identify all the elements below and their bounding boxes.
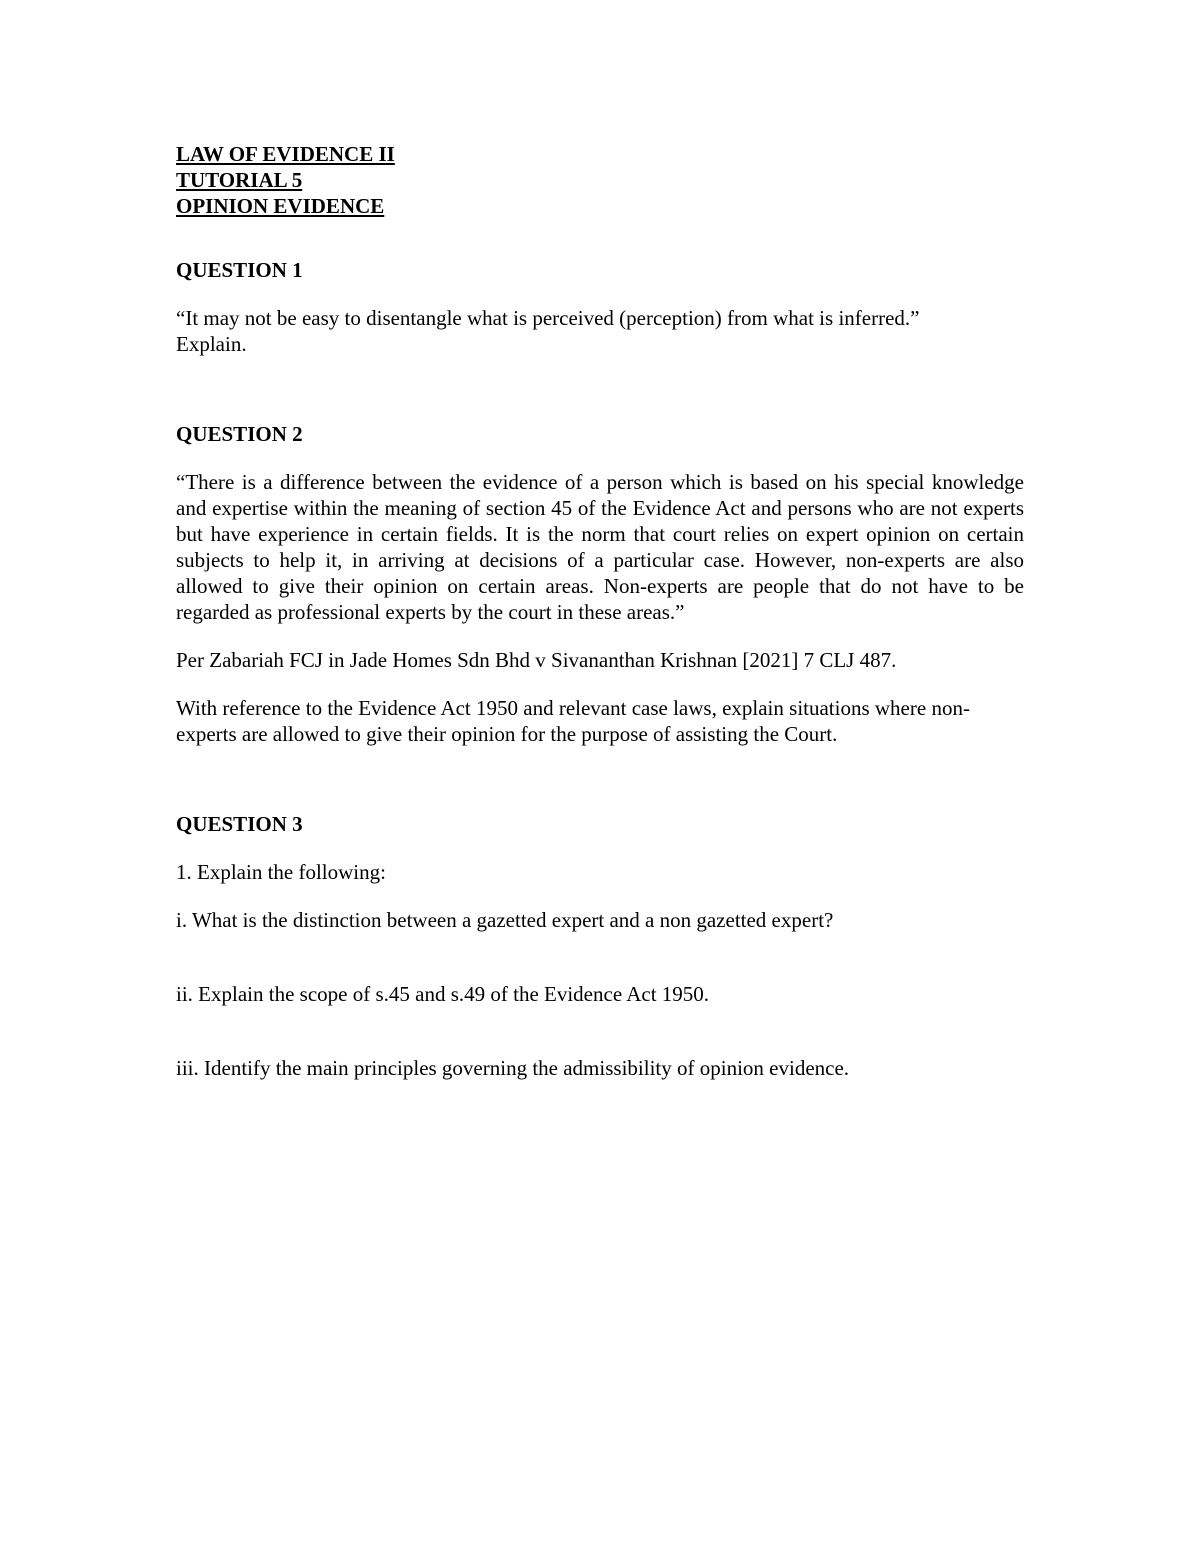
question-1-quote: “It may not be easy to disentangle what is perceived (perception) from what is inferred.” xyxy=(176,306,920,330)
question-1 xyxy=(176,257,1024,357)
question-3-item-i: i. What is the distinction between a gazetted expert and a non gazetted expert? xyxy=(176,908,834,932)
question-2-citation: Per Zabariah FCJ in Jade Homes Sdn Bhd v Sivananthan Krishnan [2021] 7 CLJ 487. xyxy=(176,648,897,672)
question-3 xyxy=(176,811,1024,1081)
question-1-heading: QUESTION 1 xyxy=(176,258,303,282)
course-title: LAW OF EVIDENCE II xyxy=(176,142,395,166)
question-3-heading: QUESTION 3 xyxy=(176,812,303,836)
document-title-block xyxy=(176,141,1024,219)
question-1-instruction: Explain. xyxy=(176,332,247,356)
topic-title: OPINION EVIDENCE xyxy=(176,194,385,218)
document-body xyxy=(176,141,1024,1081)
question-2-heading: QUESTION 2 xyxy=(176,422,303,446)
question-3-item-iii: iii. Identify the main principles governing the admissibility of opinion evidence. xyxy=(176,1056,850,1080)
question-1-text xyxy=(176,305,1024,357)
question-3-item-ii: ii. Explain the scope of s.45 and s.49 of the Evidence Act 1950. xyxy=(176,982,710,1006)
question-2-task: With reference to the Evidence Act 1950 and relevant case laws, explain situations where non-experts are allowed to give their opinion for the purpose of assisting the Court. xyxy=(176,696,970,746)
question-3-intro: 1. Explain the following: xyxy=(176,860,386,884)
question-2 xyxy=(176,421,1024,747)
tutorial-number: TUTORIAL 5 xyxy=(176,168,303,192)
question-2-quote: “There is a difference between the evidence of a person which is based on his special knowledge and expertise within the meaning of section 45 of the Evidence Act and persons who are not experts but have experience in certain fields. It is the norm that court relies on expert opinion on certain subjects to help it, in arriving at decisions of a particular case. However, non-experts are also allowed to give their opinion on certain areas. Non-experts are people that do not have to be regarded as professional experts by the court in these areas.” xyxy=(176,470,1024,624)
